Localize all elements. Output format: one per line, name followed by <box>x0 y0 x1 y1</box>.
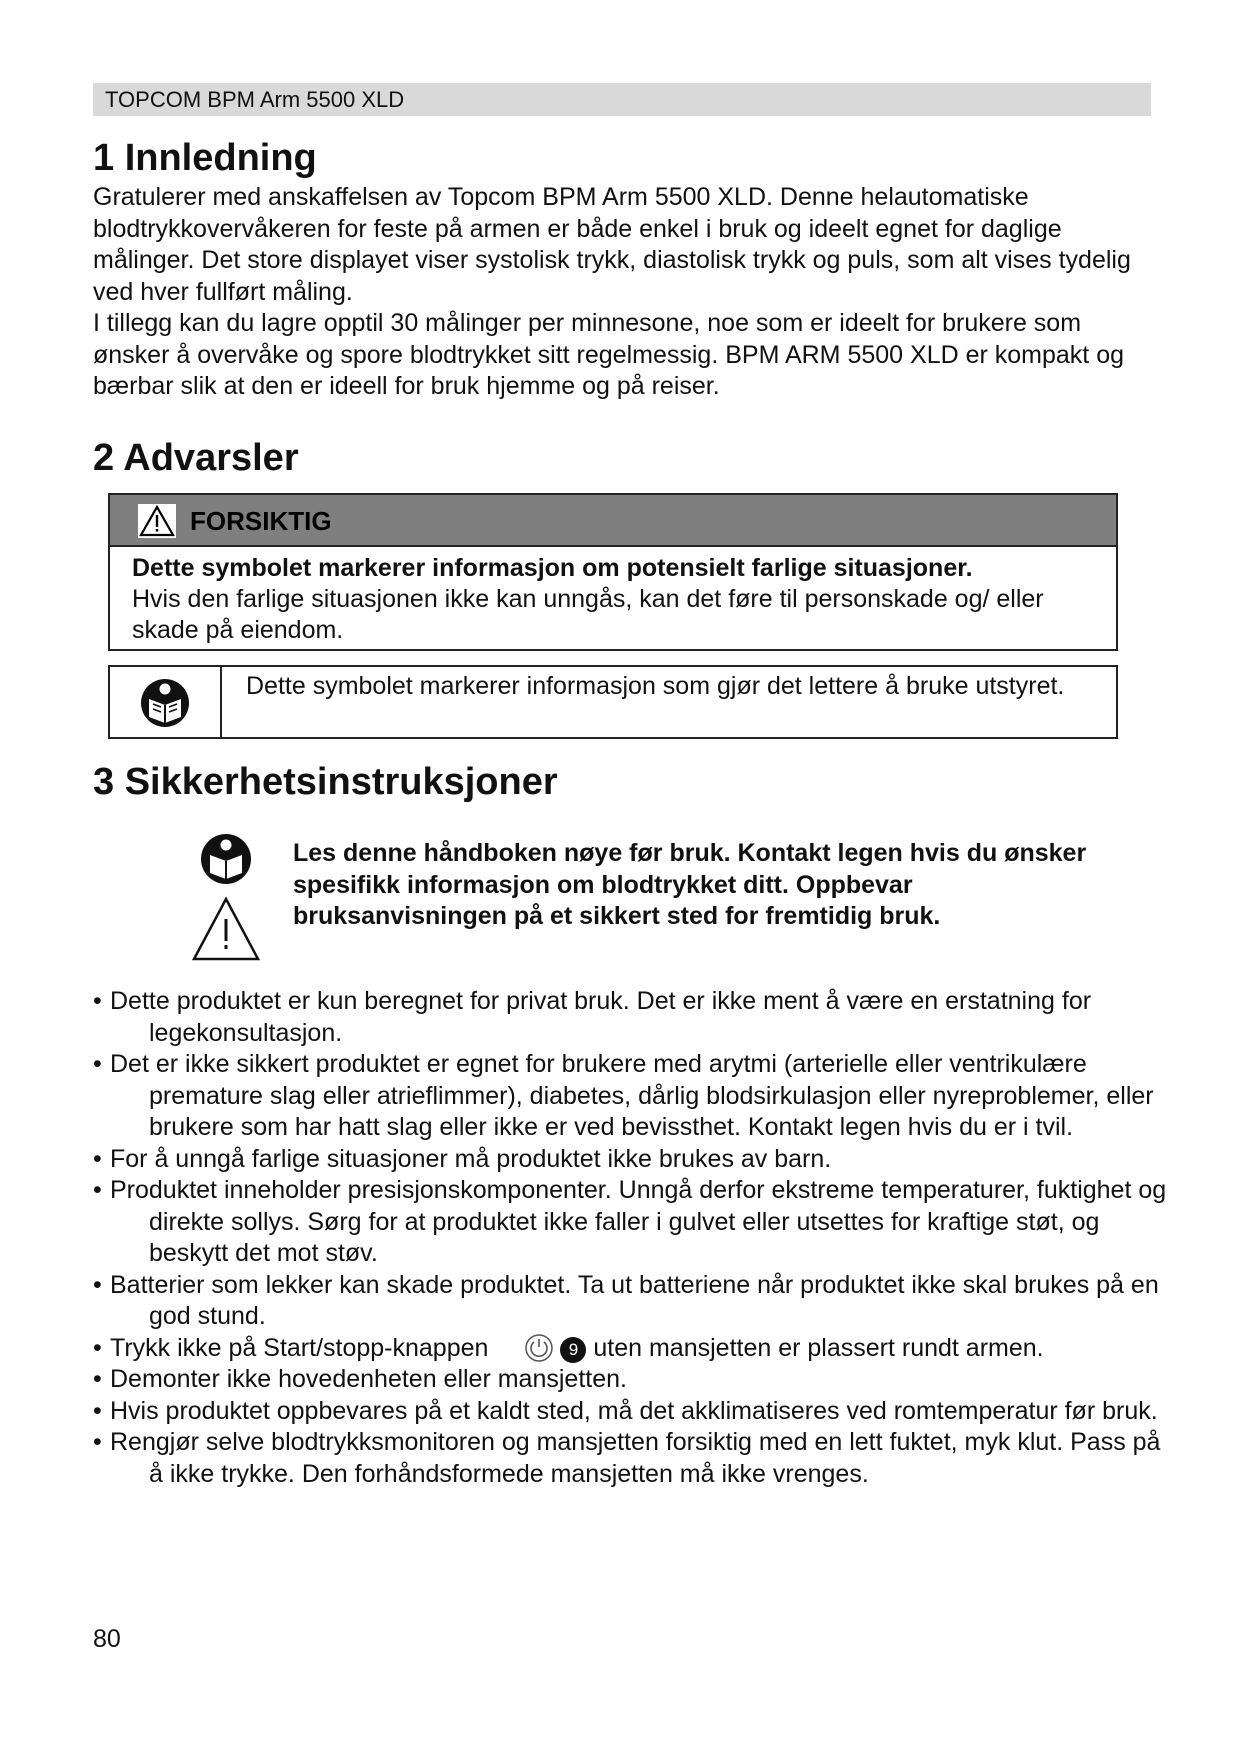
read-manual-icon <box>201 834 251 884</box>
intro-text <box>93 182 1163 403</box>
power-button-icon <box>524 1333 554 1363</box>
bullet-symbol: • <box>93 987 102 1015</box>
safety-bullet-list <box>93 986 1173 1490</box>
safety-intro-text: Les denne håndboken nøye før bruk. Kontakt legen hvis du ønsker spesifikk informasjon om blodtrykket ditt. Oppbevar bruksanvisningen på et sikkert sted for fremtidig bruk. <box>293 839 1087 930</box>
bullet-symbol: • <box>93 1365 102 1393</box>
caution-text: Hvis den farlige situasjonen ikke kan unngås, kan det føre til personskade og/ eller skade på eiendom. <box>132 585 1044 644</box>
caution-header <box>110 495 1116 547</box>
caution-label: FORSIKTIG <box>190 506 332 536</box>
safety-icons <box>190 833 270 973</box>
list-item: • For å unngå farlige situasjoner må produktet ikke brukes av barn. <box>93 1144 1173 1176</box>
caution-box <box>108 493 1118 651</box>
list-item: • Hvis produktet oppbevares på et kaldt sted, må det akklimatiseres ved romtemperatur før bruk. <box>93 1396 1173 1428</box>
list-item: • Produktet inneholder presisjonskomponenter. Unngå derfor ekstreme temperaturer, fuktighet og direkte sollys. Sørg for at produktet ikke faller i gulvet eller utsettes for kraftige støt, og beskytt det mot støv. <box>93 1176 1167 1267</box>
section-heading-innledning: 1 Innledning <box>93 137 317 179</box>
info-box <box>108 665 1118 739</box>
warning-triangle-icon <box>138 504 176 538</box>
list-item: • Rengjør selve blodtrykksmonitoren og mansjetten forsiktig med en lett fuktet, myk klut. Pass på å ikke trykke. Den forhåndsformede mansjetten må ikke vrenges. <box>93 1428 1161 1488</box>
bullet-symbol: • <box>93 1428 102 1456</box>
section-heading-advarsler: 2 Advarsler <box>93 437 299 479</box>
warning-triangle-icon <box>194 899 258 959</box>
caution-bold-text: Dette symbolet markerer informasjon om potensielt farlige situasjoner. <box>132 554 973 582</box>
bullet-symbol: • <box>93 1176 102 1204</box>
header-title: TOPCOM BPM Arm 5500 XLD <box>105 87 405 112</box>
info-icon-cell <box>110 667 222 737</box>
step-number-badge: 9 <box>560 1337 586 1363</box>
bullet-symbol: • <box>93 1270 102 1299</box>
read-manual-icon <box>138 677 192 729</box>
running-header <box>93 83 1151 116</box>
info-text: Dette symbolet markerer informasjon som gjør det lettere å bruke utstyret. <box>246 672 1065 700</box>
intro-paragraph-2: I tillegg kan du lagre opptil 30 målinger per minnesone, noe som er ideelt for brukere som ønsker å overvåke og spore blodtrykket sitt regelmessig. BPM ARM 5500 XLD er kompakt og bærbar slik at den er ideell for bruk hjemme og på reiser. <box>93 309 1125 400</box>
list-item: • Dette produktet er kun beregnet for privat bruk. Det er ikke ment å være en erstatning for legekonsultasjon. <box>93 987 1092 1047</box>
list-item: • Batterier som lekker kan skade produktet. Ta ut batteriene når produktet ikke skal brukes på en god stund. <box>93 1270 1159 1330</box>
list-item-start-stop: • Trykk ikke på Start/stopp-knappen 9 uten mansjetten er plassert rundt armen. <box>93 1333 1173 1365</box>
intro-paragraph-1: Gratulerer med anskaffelsen av Topcom BPM Arm 5500 XLD. Denne helautomatiske blodtrykkovervåkeren for feste på armen er både enkel i bruk og ideelt egnet for daglige målinger. Det store displayet viser systolisk trykk, diastolisk trykk og puls, som alt vises tydelig ved hver fullført måling. <box>93 183 1131 306</box>
bullet-symbol: • <box>93 1333 102 1362</box>
bullet-symbol: • <box>93 1050 102 1078</box>
bullet-symbol: • <box>93 1396 102 1425</box>
page-number: 80 <box>93 1625 121 1653</box>
list-item: • Demonter ikke hovedenheten eller mansjetten. <box>93 1364 1173 1396</box>
caution-body <box>132 553 1092 646</box>
section-heading-sikkerhetsinstruksjoner: 3 Sikkerhetsinstruksjoner <box>93 761 558 803</box>
list-item: • Det er ikke sikkert produktet er egnet for brukere med arytmi (arterielle eller ventrikulære premature slag eller atrieflimmer), diabetes, dårlig blodsirkulasjon eller nyreproblemer, eller brukere som har hatt slag eller ikke er ved bevissthet. Kontakt legen hvis du er i tvil. <box>93 1050 1154 1141</box>
bullet-symbol: • <box>93 1144 102 1173</box>
